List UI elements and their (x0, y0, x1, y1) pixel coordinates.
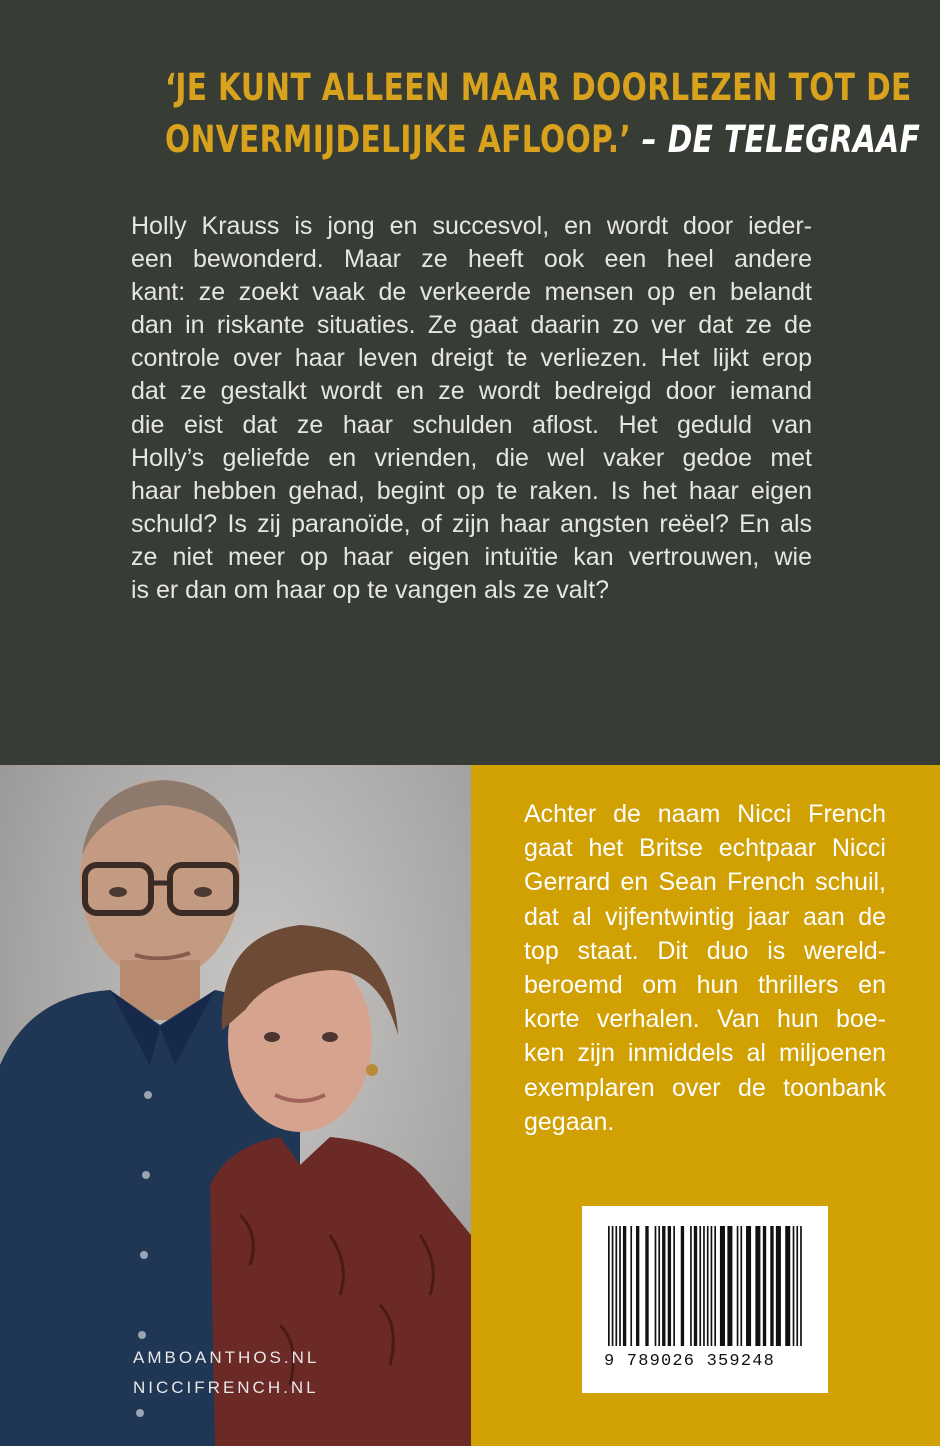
barcode-bar (681, 1226, 684, 1346)
barcode-bar (740, 1226, 742, 1346)
shirt-button (136, 1409, 144, 1417)
blurb-line: een bewonderd. Maar ze heeft ook een heel andere (131, 245, 812, 274)
man-eye-left (109, 887, 127, 897)
barcode-bar (612, 1226, 614, 1346)
isbn-barcode (582, 1206, 828, 1393)
bio-line: korte verhalen. Van hun boe- (524, 1005, 886, 1034)
barcode-bar (636, 1226, 639, 1346)
author-info-panel (471, 765, 940, 1446)
bio-line: beroemd om hun thrillers en (524, 971, 886, 1000)
barcode-bar (615, 1226, 617, 1346)
barcode-bar (662, 1226, 665, 1346)
shirt-button (144, 1091, 152, 1099)
blurb-line: Holly Krauss is jong en succesvol, en wordt door ieder- (131, 212, 812, 240)
barcode-bar (800, 1226, 802, 1346)
woman-earring (366, 1064, 378, 1076)
bio-line: Achter de naam Nicci French (524, 800, 886, 828)
barcode-bar (673, 1226, 675, 1346)
man-eye-right (194, 887, 212, 897)
barcode-bar (776, 1226, 781, 1346)
barcode-bar (623, 1226, 626, 1346)
shirt-button (140, 1251, 148, 1259)
barcode-bar (763, 1226, 766, 1346)
barcode-bar (737, 1226, 739, 1346)
bio-line: ken zijn inmiddels al miljoenen (524, 1039, 886, 1068)
blurb-line: Holly’s geliefde en vrienden, die wel vaker gedoe met (131, 443, 812, 472)
barcode-bar (720, 1226, 725, 1346)
quote-line-2-text: ONVERMIJDELIJKE AFLOOP.’ (165, 118, 632, 161)
barcode-bar (645, 1226, 648, 1346)
blurb-line: die eist dat ze haar schulden aflost. Het geduld van (131, 410, 812, 439)
woman-eye-right (322, 1032, 338, 1042)
book-blurb (131, 210, 812, 607)
bio-line: Gerrard en Sean French schuil, (524, 868, 886, 897)
quote-source: – DE TELEGRAAF (641, 118, 921, 161)
barcode-bar (714, 1226, 716, 1346)
blurb-line: dat ze gestalkt wordt en ze wordt bedreigd door iemand (131, 377, 812, 406)
blurb-line: controle over haar leven dreigt te verliezen. Het lijkt erop (131, 344, 812, 373)
shirt-button (138, 1331, 146, 1339)
barcode-bar (707, 1226, 709, 1346)
author-website[interactable]: NICCIFRENCH.NL (133, 1378, 319, 1397)
barcode-bar (785, 1226, 790, 1346)
barcode-bar (668, 1226, 671, 1346)
barcode-bar (796, 1226, 798, 1346)
bio-line: dat al vijfentwintig jaar aan de (524, 902, 886, 931)
blurb-line: is er dan om haar op te vangen als ze valt? (131, 576, 610, 605)
bio-line: exemplaren over de toonbank (524, 1073, 886, 1102)
barcode-bar (746, 1226, 751, 1346)
barcode-bar (694, 1226, 697, 1346)
barcode-bar (755, 1226, 760, 1346)
barcode-bar (655, 1226, 657, 1346)
shirt-button (142, 1171, 150, 1179)
barcode-bar (608, 1226, 610, 1346)
publisher-website[interactable]: AMBOANTHOS.NL (133, 1348, 320, 1367)
blurb-line: haar hebben gehad, begint op te raken. Is het haar eigen (131, 476, 812, 505)
bio-line: gegaan. (524, 1107, 615, 1136)
blurb-line: dan in riskante situaties. Ze gaat daarin zo ver dat ze de (131, 311, 812, 340)
barcode-bar (727, 1226, 732, 1346)
review-quote (165, 62, 921, 166)
website-links (133, 1343, 319, 1403)
bio-line: gaat het Britse echtpaar Nicci (524, 834, 886, 863)
barcode-bar (630, 1226, 632, 1346)
blurb-line: kant: ze zoekt vaak de verkeerde mensen op en belandt (131, 278, 812, 307)
blurb-line: schuld? Is zij paranoïde, of zijn haar angsten reëel? En als (131, 509, 812, 538)
author-bio (524, 797, 886, 1139)
quote-line-1: ‘JE KUNT ALLEEN MAAR DOORLEZEN TOT DE (165, 66, 912, 109)
barcode-bar (658, 1226, 660, 1346)
quote-line-2 (165, 114, 921, 166)
barcode-bar (690, 1226, 692, 1346)
woman-eye-left (264, 1032, 280, 1042)
barcode-bar (619, 1226, 621, 1346)
barcode-bars (608, 1226, 802, 1346)
barcode-bar (703, 1226, 705, 1346)
isbn-number: 9 789026 359248 (604, 1352, 776, 1371)
bio-line: top staat. Dit duo is wereld- (524, 936, 886, 965)
barcode-bar (699, 1226, 701, 1346)
barcode-bar (711, 1226, 713, 1346)
blurb-line: ze niet meer op haar eigen intuïtie kan vertrouwen, wie (131, 542, 812, 571)
barcode-bar (793, 1226, 795, 1346)
barcode-bar (770, 1226, 773, 1346)
